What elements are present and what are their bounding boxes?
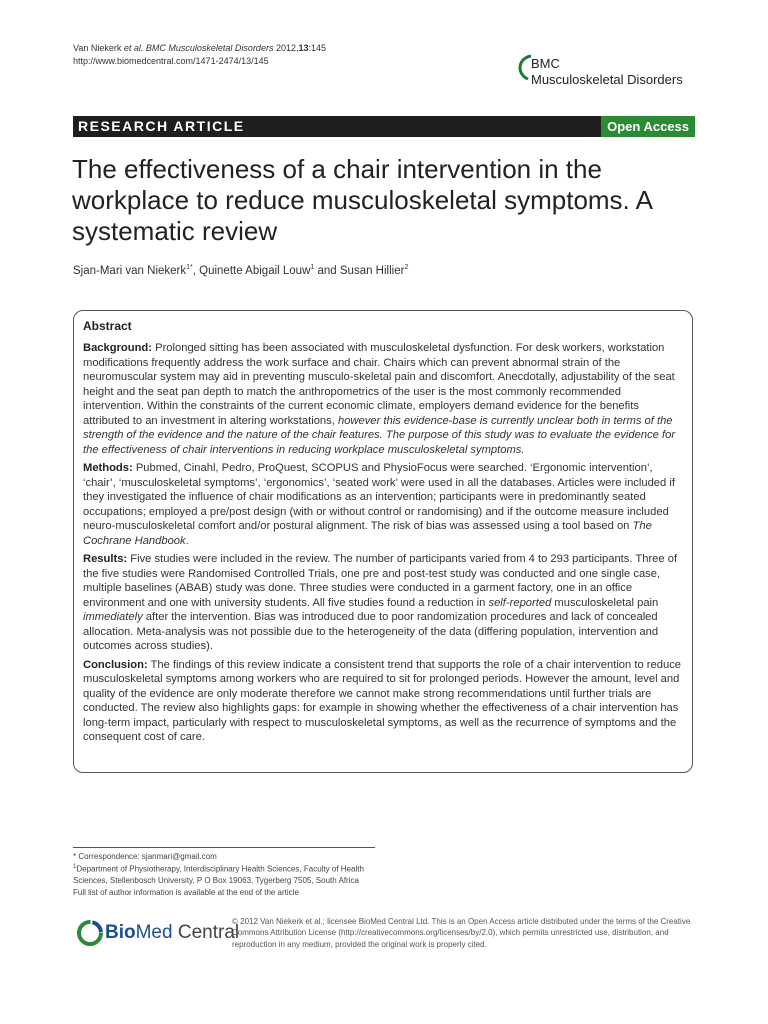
correspondence-note: * Correspondence: sjanmari@gmail.com <box>73 852 217 861</box>
methods-end: . <box>185 534 189 547</box>
footnote-divider <box>73 847 375 848</box>
citation-url[interactable]: http://www.biomedcentral.com/1471-2474/13/145 <box>73 56 269 66</box>
article-type-label: RESEARCH ARTICLE <box>78 118 245 134</box>
article-title: The effectiveness of a chair intervention in the workplace to reduce musculoskeletal symptoms. A systematic review <box>72 154 652 246</box>
article-type-banner <box>73 116 695 137</box>
background-text: Prolonged sitting has been associated with musculoskeletal dysfunction. For desk workers, workstation modifications frequently address the work surface and chair. Chairs which can prevent abnormal strain of the neuromuscular system may aid in preventing musculo-skeletal pain and discomfort. Anecdotally, adjustability of the seat height and the seat pan depth to match the anthropometrics of the user is the most commonly recommended intervention. Within the constraints of the current economic climate, employers demand evidence for the benefits attributed to an investment in altering workstations, <box>83 342 675 427</box>
affiliation-mark: 1 <box>73 864 77 871</box>
citation-journal: BMC Musculoskeletal Disorders <box>145 43 274 53</box>
author-and: and <box>314 264 340 277</box>
citation-etal: et al. <box>123 43 144 53</box>
background-label: Background: <box>83 342 152 354</box>
logo-bio: Bio <box>105 922 136 943</box>
author-separator: , <box>192 264 200 277</box>
biomed-ring-icon <box>75 918 105 948</box>
citation-header <box>73 42 326 68</box>
results-text: after the intervention. Bias was introduced due to poor randomization procedures and lack of concealed allocation. Meta-analysis was not possible due to the heterogeneity of the data (differing population, intervention and outcomes across studies). <box>83 611 659 652</box>
abstract-results <box>83 552 683 654</box>
author-name[interactable]: Quinette Abigail Louw <box>199 264 311 277</box>
more-info-note: Full list of author information is available at the end of the article <box>73 887 299 897</box>
footnotes <box>73 851 373 898</box>
license-text: © 2012 Van Niekerk et al.; licensee BioMed Central Ltd. This is an Open Access article distributed under the terms of the Creative Commons Attribution License (http://creativecommons.org/licenses/by/2.0), which permits unrestricted use, distribution, and reproduction in any medium, provided the original work is properly cited. <box>232 917 691 949</box>
methods-label: Methods: <box>83 462 133 474</box>
conclusion-label: Conclusion: <box>83 658 148 671</box>
citation-authors: Van Niekerk <box>73 43 122 53</box>
results-text: Five studies were included in the review. The number of participants varied from 4 to 293 participants. Three of the five studies were Randomised Controlled Trials, one pre and post-test study was conducted and one single case, multiple baselines (ABAB) study was done. Three studies were conducted in a garment factory, one in an office environment and one with university students. All five studies found a reduction in <box>83 553 678 609</box>
logo-central: Central <box>172 922 240 943</box>
affiliation-note <box>73 862 373 886</box>
affiliation-text: Department of Physiotherapy, Interdisciplinary Health Sciences, Faculty of Health Sciences, Stellenbosch University, P O Box 19063, Tygerberg 7505, South Africa <box>73 864 364 886</box>
abstract-box <box>73 310 693 773</box>
citation-volume: 13 <box>298 43 309 53</box>
biomed-wordmark <box>105 922 239 944</box>
author-affil: 2 <box>404 264 409 271</box>
results-italic: immediately <box>83 611 143 623</box>
results-text: musculoskeletal pain <box>551 596 659 609</box>
citation-article: :145 <box>308 43 327 53</box>
journal-logo-bmc: BMC <box>531 56 560 71</box>
methods-text: Pubmed, Cinahl, Pedro, ProQuest, SCOPUS and PhysioFocus were searched. ‘Ergonomic intervention’, ‘chair’, ‘musculoskeletal symptoms’, ‘ergonomics’, ‘seated work’ were used in all the databases. Articles were included if they investigated the influence of chair modifications as an intervention; participants were in predominantly seated occupations; employed a pre/post design (with or without control or randomising) and if the outcome measure included neuro-musculoskeletal comfort and/or postural alignment. The risk of bias was assessed using a tool based on <box>83 462 675 532</box>
citation-year: 2012, <box>275 43 299 53</box>
abstract-conclusion <box>83 658 683 745</box>
author-name[interactable]: Susan Hillier <box>339 264 405 277</box>
open-access-badge: Open Access <box>601 116 695 137</box>
citation-line <box>73 42 326 55</box>
biomed-central-logo <box>75 916 240 956</box>
methods-italic: The Cochrane Handbook <box>83 520 652 547</box>
author-affil: 1 <box>310 264 315 271</box>
author-affil: 1* <box>186 264 193 271</box>
results-label: Results: <box>83 553 128 565</box>
abstract-background <box>83 341 683 457</box>
abstract-methods <box>83 461 683 548</box>
journal-logo-name: Musculoskeletal Disorders <box>531 72 683 87</box>
logo-med: Med <box>135 922 173 943</box>
journal-logo <box>514 48 714 98</box>
author-list <box>73 264 408 277</box>
author-name[interactable]: Sjan-Mari van Niekerk <box>73 264 187 277</box>
background-italic: however this evidence-base is currently unclear both in terms of the strength of the evidence and the nature of the chair features. The purpose of this study was to evaluate the evidence for the effectiveness of chair interventions in reducing workplace musculoskeletal symptoms. <box>83 414 676 456</box>
results-italic: self-reported <box>488 596 552 609</box>
abstract-heading: Abstract <box>83 319 132 333</box>
conclusion-text: The findings of this review indicate a consistent trend that supports the role of a chair intervention to reduce musculoskeletal symptoms among workers who are required to sit for prolonged periods. However the amount, level and quality of the evidence are only moderate therefore we cannot make strong recommendations until further trials are conducted. The review also highlights gaps: for example in showing whether the effectiveness of a chair intervention has long-term impact, particularly with respect to musculoskeletal symptoms, as well as the recurrence of symptoms and the consequent cost of care. <box>83 658 682 743</box>
